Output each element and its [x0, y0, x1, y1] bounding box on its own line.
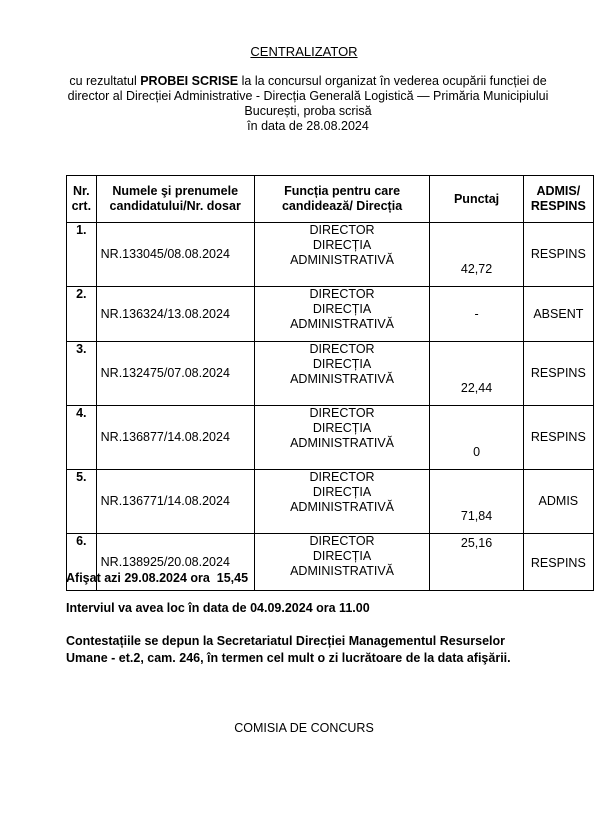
- function-line-2: DIRECȚIA: [312, 357, 372, 371]
- commission-signature: COMISIA DE CONCURS: [234, 721, 374, 735]
- row-result: ABSENT: [523, 287, 593, 342]
- row-dosar: NR.132475/07.08.2024: [96, 342, 254, 406]
- function-line-1: DIRECTOR: [309, 470, 375, 484]
- row-dosar: NR.138925/20.08.2024: [96, 534, 254, 591]
- table-row: [67, 223, 594, 287]
- function-line-2: DIRECȚIA: [312, 485, 372, 499]
- function-line-1: DIRECTOR: [309, 223, 375, 237]
- interview-note: Interviul va avea loc în data de 04.09.2024 ora 11.00: [66, 601, 370, 615]
- row-result: RESPINS: [523, 342, 593, 406]
- row-score: -: [430, 287, 523, 342]
- function-line-3: ADMINISTRATIVĂ: [290, 317, 395, 331]
- table-row: [67, 406, 594, 470]
- row-function: [254, 406, 430, 470]
- row-dosar: NR.133045/08.08.2024: [96, 223, 254, 287]
- table-row: [67, 470, 594, 534]
- header-nr: Nr. crt.: [67, 176, 97, 223]
- row-nr: 1.: [67, 223, 97, 287]
- table-row: [67, 342, 594, 406]
- row-dosar: NR.136324/13.08.2024: [96, 287, 254, 342]
- row-function: [254, 470, 430, 534]
- function-line-2: DIRECȚIA: [312, 421, 372, 435]
- function-line-1: DIRECTOR: [309, 287, 375, 301]
- row-function: [254, 223, 430, 287]
- subtitle-text-1: cu rezultatul: [69, 74, 141, 88]
- row-result: RESPINS: [523, 223, 593, 287]
- function-line-3: ADMINISTRATIVĂ: [290, 500, 395, 514]
- row-score: 22,44: [430, 342, 523, 406]
- row-score: 42,72: [430, 223, 523, 287]
- function-line-1: DIRECTOR: [309, 406, 375, 420]
- function-line-2: DIRECȚIA: [312, 238, 372, 252]
- header-name: Numele şi prenumele candidatului/Nr. dosar: [96, 176, 254, 223]
- row-score: 71,84: [430, 470, 523, 534]
- function-line-2: DIRECȚIA: [312, 549, 372, 563]
- header-function: Funcția pentru care candidează/ Direcția: [254, 176, 430, 223]
- row-function: [254, 287, 430, 342]
- row-dosar: NR.136771/14.08.2024: [96, 470, 254, 534]
- row-result: RESPINS: [523, 534, 593, 591]
- row-score: 0: [430, 406, 523, 470]
- table-header-row: [67, 176, 594, 223]
- row-score: 25,16: [430, 534, 523, 591]
- function-line-3: ADMINISTRATIVĂ: [290, 436, 395, 450]
- document-subtitle: [60, 74, 556, 134]
- function-line-2: DIRECȚIA: [312, 302, 372, 316]
- header-score: Punctaj: [430, 176, 523, 223]
- row-result: RESPINS: [523, 406, 593, 470]
- table-row: [67, 287, 594, 342]
- row-nr: 5.: [67, 470, 97, 534]
- header-result: ADMIS/ RESPINS: [523, 176, 593, 223]
- row-nr: 6.: [67, 534, 97, 591]
- results-table: [66, 175, 594, 591]
- row-result: ADMIS: [523, 470, 593, 534]
- subtitle-date-line: în data de 28.08.2024: [247, 119, 369, 133]
- function-line-1: DIRECTOR: [309, 342, 375, 356]
- function-line-1: DIRECTOR: [309, 534, 375, 548]
- function-line-3: ADMINISTRATIVĂ: [290, 253, 395, 267]
- row-dosar: NR.136877/14.08.2024: [96, 406, 254, 470]
- document-title: CENTRALIZATOR: [250, 44, 358, 59]
- subtitle-text-2: la la concursul organizat în vederea ocupării funcției de director al Direcției Administrative - Direcția Generală Logistică — Primăria Municipiului București, proba scrisă: [67, 74, 549, 118]
- row-nr: 3.: [67, 342, 97, 406]
- row-function: [254, 342, 430, 406]
- appeals-note: Contestațiile se depun la Secretariatul Direcției Managementul Resurselor Umane - et.2, cam. 246, în termen cel mult o zi lucrătoare de la data afişării.: [66, 634, 511, 665]
- function-line-3: ADMINISTRATIVĂ: [290, 564, 395, 578]
- subtitle-bold-text: PROBEI SCRISE: [140, 74, 239, 88]
- posted-note: Afişat azi 29.08.2024 ora 15,45: [66, 571, 249, 585]
- row-nr: 2.: [67, 287, 97, 342]
- function-line-3: ADMINISTRATIVĂ: [290, 372, 395, 386]
- row-nr: 4.: [67, 406, 97, 470]
